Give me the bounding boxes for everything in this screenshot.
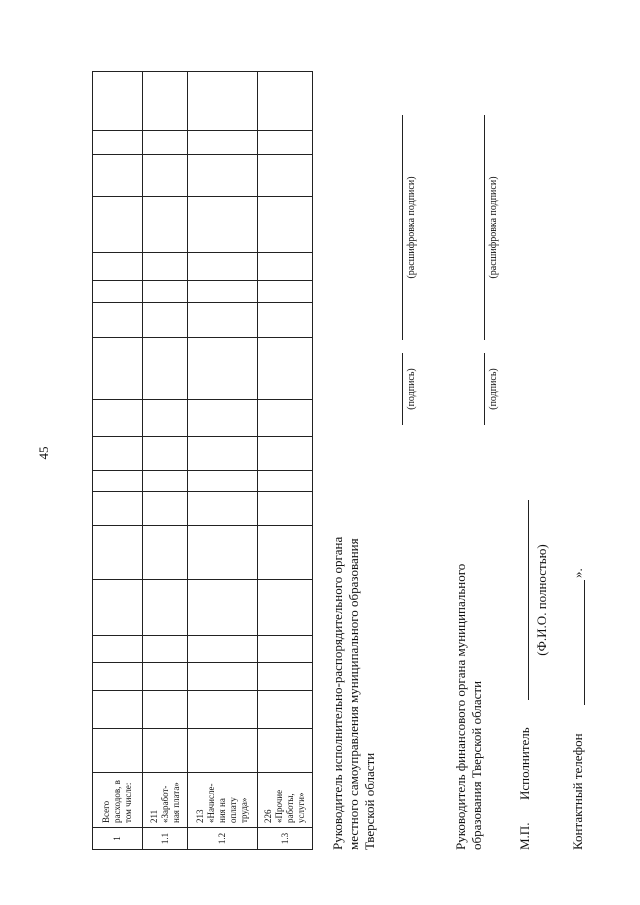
table-cell <box>188 580 258 636</box>
table-cell <box>93 303 143 338</box>
table-cell <box>258 691 313 729</box>
table-cell <box>93 729 143 773</box>
executor-label: Исполнитель <box>517 727 532 800</box>
table-cell <box>258 729 313 773</box>
row-label: Всего расходов, в том числе: <box>93 773 143 828</box>
table-cell <box>258 197 313 253</box>
table-cell <box>143 400 188 437</box>
table-cell <box>143 636 188 663</box>
row-label: 213 «Начисле-ния на оплату труда» <box>188 773 258 828</box>
table-cell <box>188 303 258 338</box>
table-cell <box>143 471 188 492</box>
table-cell <box>188 72 258 131</box>
head-executive-sign-caption: (подпись) <box>406 368 417 410</box>
table-cell <box>188 526 258 580</box>
page-number: 45 <box>36 446 51 460</box>
table-cell <box>258 471 313 492</box>
table-cell <box>258 155 313 197</box>
table-cell <box>188 663 258 691</box>
contact-phone-label: Контактный телефон <box>570 733 585 850</box>
table-cell <box>188 338 258 400</box>
corner-mark <box>6 4 18 16</box>
table-row <box>93 72 143 850</box>
table-cell <box>188 729 258 773</box>
table-cell <box>143 492 188 526</box>
table-cell <box>143 303 188 338</box>
table-cell <box>93 580 143 636</box>
table-cell <box>258 636 313 663</box>
head-executive-decode-caption: (расшифровка подписи) <box>406 176 417 279</box>
table-cell <box>93 437 143 471</box>
table-cell <box>93 636 143 663</box>
table-row <box>188 72 258 850</box>
executor-name-caption: (Ф.И.О. полностью) <box>534 544 549 656</box>
table-cell <box>93 253 143 281</box>
head-finance-decode-line <box>484 115 485 340</box>
table-cell <box>143 580 188 636</box>
head-finance-decode-caption: (расшифровка подписи) <box>488 176 499 279</box>
table-cell <box>93 526 143 580</box>
table-cell <box>143 253 188 281</box>
row-label: 226 «Прочие работы, услуги» <box>258 773 313 828</box>
table-cell <box>258 663 313 691</box>
head-executive-title: Руководитель исполнительно-распорядительного органа местного самоуправления муниципального образования Тверской области <box>330 536 377 850</box>
row-number: 1.1 <box>143 828 188 850</box>
head-executive-sign-line <box>402 353 403 425</box>
row-label: 211 «Заработ-ная плата» <box>143 773 188 828</box>
table-cell <box>143 729 188 773</box>
head-finance-title: Руководитель финансового органа муниципального образования Тверской области <box>453 563 484 850</box>
table-cell <box>188 155 258 197</box>
table-cell <box>188 437 258 471</box>
table-cell <box>188 253 258 281</box>
table-cell <box>258 526 313 580</box>
table-cell <box>143 155 188 197</box>
table-cell <box>143 437 188 471</box>
table-cell <box>143 131 188 155</box>
head-executive-decode-line <box>402 115 403 340</box>
row-number: 1.2 <box>188 828 258 850</box>
table-cell <box>258 400 313 437</box>
table-cell <box>188 400 258 437</box>
table-cell <box>188 471 258 492</box>
table-cell <box>258 580 313 636</box>
table-cell <box>93 338 143 400</box>
table-cell <box>93 131 143 155</box>
table-row <box>143 72 188 850</box>
table-cell <box>258 131 313 155</box>
head-finance-sign-caption: (подпись) <box>488 368 499 410</box>
table-cell <box>143 72 188 131</box>
table-cell <box>93 400 143 437</box>
table-cell <box>258 338 313 400</box>
table-cell <box>258 253 313 281</box>
stamp-place-label: М.П. <box>517 822 532 850</box>
table-cell <box>143 281 188 303</box>
table-cell <box>93 691 143 729</box>
table-cell <box>188 691 258 729</box>
table-cell <box>258 492 313 526</box>
table-cell <box>143 338 188 400</box>
row-number: 1.3 <box>258 828 313 850</box>
table-cell <box>93 492 143 526</box>
table-cell <box>258 437 313 471</box>
contact-phone-line <box>584 580 585 705</box>
table-cell <box>93 72 143 131</box>
rotated-page-content <box>0 30 640 875</box>
executor-name-line <box>528 500 529 700</box>
table-cell <box>258 303 313 338</box>
table-row <box>258 72 313 850</box>
table-cell <box>258 72 313 131</box>
head-finance-sign-line <box>484 353 485 425</box>
table-cell <box>93 471 143 492</box>
table-cell <box>93 663 143 691</box>
expenditure-table <box>92 71 313 850</box>
table-cell <box>93 155 143 197</box>
table-cell <box>143 526 188 580</box>
table-cell <box>143 197 188 253</box>
table-cell <box>258 281 313 303</box>
row-number: 1 <box>93 828 143 850</box>
table-cell <box>188 131 258 155</box>
table-cell <box>143 691 188 729</box>
table-cell <box>143 663 188 691</box>
table-cell <box>188 636 258 663</box>
contact-phone-end: ». <box>570 568 585 578</box>
table-cell <box>93 281 143 303</box>
table-cell <box>188 492 258 526</box>
table-cell <box>188 197 258 253</box>
table-cell <box>188 281 258 303</box>
table-cell <box>93 197 143 253</box>
